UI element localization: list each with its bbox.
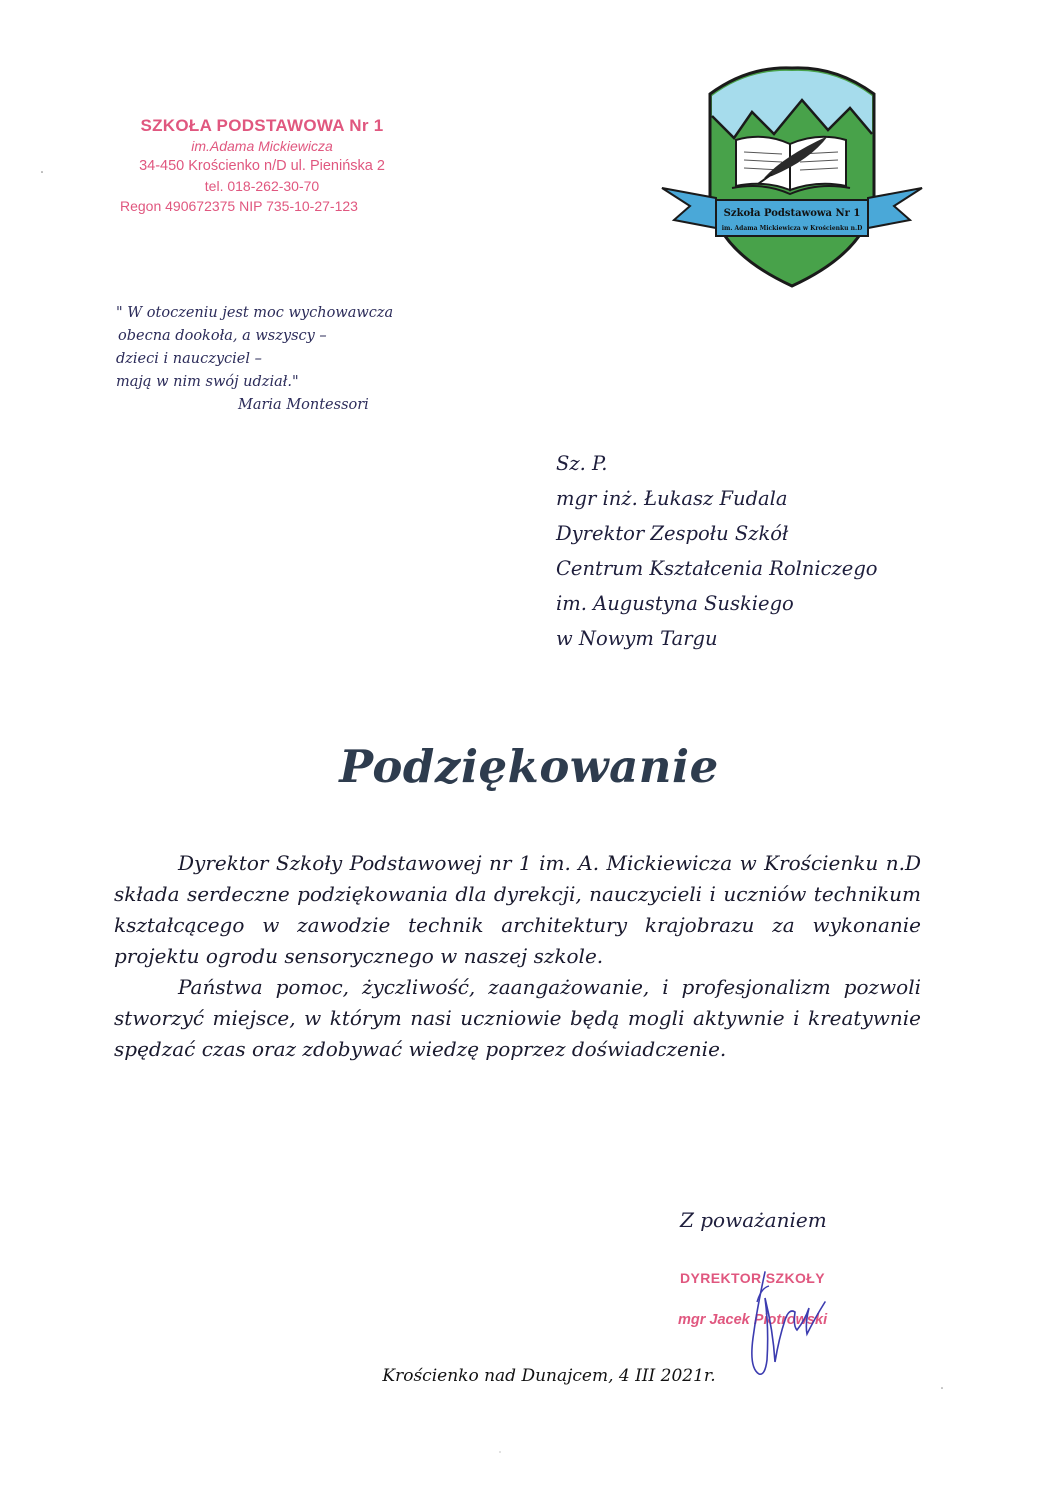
- school-patron: im.Adama Mickiewicza: [191, 138, 333, 154]
- crest-banner-line2: im. Adama Mickiewicza w Krościenku n.D: [721, 225, 863, 232]
- recipient-line: Sz. P.: [556, 452, 608, 475]
- letter-title: Podziękowanie: [339, 740, 719, 793]
- quote-author: Maria Montessori: [238, 397, 369, 413]
- recipient-line: im. Augustyna Suskiego: [556, 592, 794, 615]
- director-stamp-name: mgr Jacek Piotrowski: [678, 1312, 828, 1328]
- closing-salutation: Z poważaniem: [680, 1208, 827, 1232]
- crest-banner-line1: Szkoła Podstawowa Nr 1: [723, 208, 861, 219]
- place-and-date: Krościenko nad Dunajcem, 4 III 2021r.: [382, 1366, 716, 1386]
- school-name: SZKOŁA PODSTAWOWA Nr 1: [140, 116, 384, 135]
- school-phone: tel. 018-262-30-70: [204, 178, 320, 194]
- quote-line: obecna dookoła, a wszyscy –: [118, 328, 327, 344]
- quote-line: dzieci i nauczyciel –: [116, 351, 262, 367]
- recipient-line: mgr inż. Łukasz Fudala: [556, 487, 788, 510]
- quote-line: mają w nim swój udział.": [116, 374, 299, 390]
- recipient-line: Dyrektor Zespołu Szkół: [556, 522, 789, 545]
- director-stamp-title: DYREKTOR SZKOŁY: [680, 1270, 825, 1286]
- school-regon-nip: Regon 490672375 NIP 735-10-27-123: [120, 198, 358, 214]
- quote-line: " W otoczeniu jest moc wychowawcza: [116, 305, 394, 321]
- school-address: 34-450 Krościenko n/D ul. Pienińska 2: [139, 158, 385, 174]
- body-paragraph: Dyrektor Szkoły Podstawowej nr 1 im. A. Mickiewicza w Krościenku n.D składa serdeczne podziękowania dla dyrekcji, nauczycieli i uczniów technikum kształcącego w zawodzie technik architektury krajobrazu za wykonanie projektu ogrodu sensorycznego w naszej szkole.: [114, 851, 921, 968]
- body-paragraph: Państwa pomoc, życzliwość, zaangażowanie, i profesjonalizm pozwoli stworzyć miejsce, w którym nasi uczniowie będą mogli aktywnie i kreatywnie spędzać czas oraz zdobywać wiedzę poprzez doświadczenie.: [114, 975, 921, 1061]
- recipient-line: w Nowym Targu: [556, 627, 718, 650]
- recipient-line: Centrum Kształcenia Rolniczego: [556, 557, 878, 580]
